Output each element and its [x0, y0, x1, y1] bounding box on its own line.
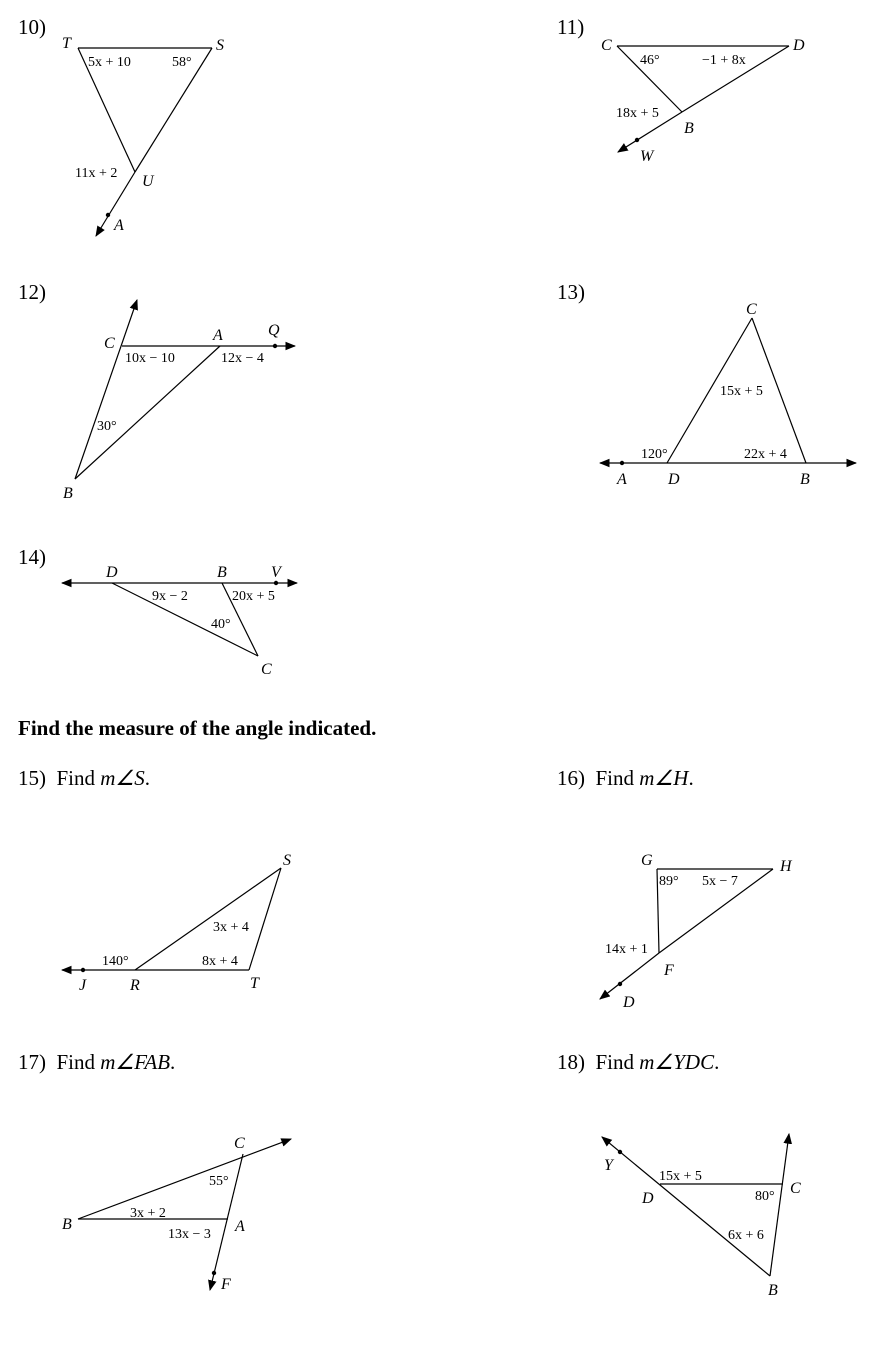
- label-s: S: [216, 37, 224, 54]
- prompt-prefix: Find: [595, 1050, 640, 1074]
- problem-15-prompt: [18, 766, 150, 791]
- point-a: [106, 213, 110, 217]
- label-r: R: [130, 977, 140, 994]
- label-d: D: [668, 471, 680, 488]
- label-y: Y: [604, 1157, 613, 1174]
- problem-12: [18, 280, 295, 502]
- point-j: [81, 968, 85, 972]
- prompt-prefix: Find: [56, 1050, 101, 1074]
- label-c: C: [234, 1135, 245, 1152]
- prompt-angle: m∠S: [100, 766, 145, 790]
- point-d: [618, 982, 622, 986]
- ray-bc: [75, 300, 137, 479]
- prompt-angle: m∠FAB: [100, 1050, 171, 1074]
- problem-17-prompt: [18, 1050, 175, 1075]
- angle-d-expr: 15x + 5: [659, 1169, 702, 1184]
- label-w: W: [640, 148, 654, 165]
- problem-number: 16): [557, 766, 585, 790]
- problem-number: 17): [18, 1050, 46, 1074]
- problem-number: 10): [18, 15, 46, 39]
- angle-h-expr: 5x − 7: [702, 874, 738, 889]
- problem-number: 12): [18, 280, 46, 304]
- problem-14: [18, 545, 297, 678]
- angle-t-expr: 8x + 4: [202, 954, 238, 969]
- section-heading: Find the measure of the angle indicated.: [18, 716, 377, 740]
- label-t: T: [250, 975, 259, 992]
- label-b: B: [62, 1216, 72, 1233]
- label-c: C: [746, 301, 757, 318]
- label-d: D: [642, 1190, 654, 1207]
- angle-r-ext-expr: 140°: [102, 954, 129, 969]
- angle-a-expr: 13x − 3: [168, 1227, 211, 1242]
- problem-number: 11): [557, 15, 585, 39]
- angle-c-expr: 10x − 10: [125, 351, 175, 366]
- label-c: C: [601, 37, 612, 54]
- angle-g-expr: 89°: [659, 874, 679, 889]
- label-f: F: [221, 1276, 231, 1293]
- angle-b-expr: 18x + 5: [616, 106, 659, 121]
- angle-c-expr: 80°: [755, 1189, 775, 1204]
- label-c: C: [104, 335, 115, 352]
- prompt-angle: m∠YDC: [639, 1050, 715, 1074]
- angle-d-expr: −1 + 8x: [702, 53, 746, 68]
- prompt-suffix: .: [170, 1050, 176, 1074]
- angle-s-expr: 3x + 4: [213, 920, 249, 935]
- problem-17: [62, 1135, 291, 1293]
- label-a: A: [213, 327, 223, 344]
- angle-b-expr: 3x + 2: [130, 1206, 166, 1221]
- angle-b-expr: 20x + 5: [232, 589, 275, 604]
- segment-st: [249, 868, 281, 970]
- problem-16: [600, 852, 793, 1011]
- prompt-suffix: .: [144, 766, 151, 790]
- label-b: B: [768, 1282, 778, 1299]
- label-b: B: [63, 485, 73, 502]
- problem-number: 14): [18, 545, 46, 569]
- point-f: [212, 1271, 216, 1275]
- angle-d-expr: 9x − 2: [152, 589, 188, 604]
- point-a: [620, 461, 624, 465]
- prompt-angle: m∠H: [639, 766, 689, 790]
- problem-18-prompt: [557, 1050, 719, 1075]
- angle-b-expr: 22x + 4: [744, 447, 787, 462]
- point-y: [618, 1150, 622, 1154]
- label-u: U: [142, 173, 154, 190]
- problem-18: [602, 1134, 801, 1299]
- problem-15: [62, 852, 291, 994]
- ray-by: [602, 1137, 770, 1276]
- angle-c-expr: 15x + 5: [720, 384, 763, 399]
- ray-bc: [78, 1139, 291, 1219]
- angle-f-ext-expr: 14x + 1: [605, 942, 648, 957]
- angle-b-expr: 6x + 6: [728, 1228, 764, 1243]
- label-a: A: [114, 217, 124, 234]
- label-j: J: [79, 977, 87, 994]
- problem-11: [557, 15, 805, 165]
- problem-10: [18, 15, 224, 236]
- label-v: V: [271, 564, 281, 581]
- prompt-prefix: Find: [595, 766, 640, 790]
- label-b: B: [800, 471, 810, 488]
- label-g: G: [641, 852, 653, 869]
- label-h: H: [780, 858, 792, 875]
- point-v: [274, 581, 278, 585]
- angle-s-expr: 58°: [172, 55, 192, 70]
- prompt-suffix: .: [714, 1050, 720, 1074]
- label-d: D: [623, 994, 635, 1011]
- label-s: S: [283, 852, 291, 869]
- problem-number: 18): [557, 1050, 585, 1074]
- point-q: [273, 344, 277, 348]
- angle-c-expr: 46°: [640, 53, 660, 68]
- problem-16-prompt: [557, 766, 694, 791]
- label-a: A: [235, 1218, 245, 1235]
- label-f: F: [664, 962, 674, 979]
- label-d: D: [793, 37, 805, 54]
- ray-bc: [770, 1134, 789, 1276]
- label-d: D: [106, 564, 118, 581]
- label-c: C: [790, 1180, 801, 1197]
- problem-number: 15): [18, 766, 46, 790]
- label-q: Q: [268, 322, 280, 339]
- angle-c-expr: 55°: [209, 1174, 229, 1189]
- ray-fd: [600, 953, 659, 999]
- angle-u-expr: 11x + 2: [75, 166, 118, 181]
- problem-13: [557, 280, 856, 488]
- label-b: B: [684, 120, 694, 137]
- label-b: B: [217, 564, 227, 581]
- angle-c-expr: 40°: [211, 617, 231, 632]
- prompt-suffix: .: [688, 766, 694, 790]
- angle-t-expr: 5x + 10: [88, 55, 131, 70]
- label-t: T: [62, 35, 71, 52]
- angle-b-expr: 30°: [97, 419, 117, 434]
- prompt-prefix: Find: [56, 766, 101, 790]
- angle-a-expr: 12x − 4: [221, 351, 264, 366]
- angle-d-expr: 120°: [641, 447, 668, 462]
- problem-number: 13): [557, 280, 585, 304]
- label-c: C: [261, 661, 272, 678]
- point-w: [635, 138, 639, 142]
- label-a: A: [617, 471, 627, 488]
